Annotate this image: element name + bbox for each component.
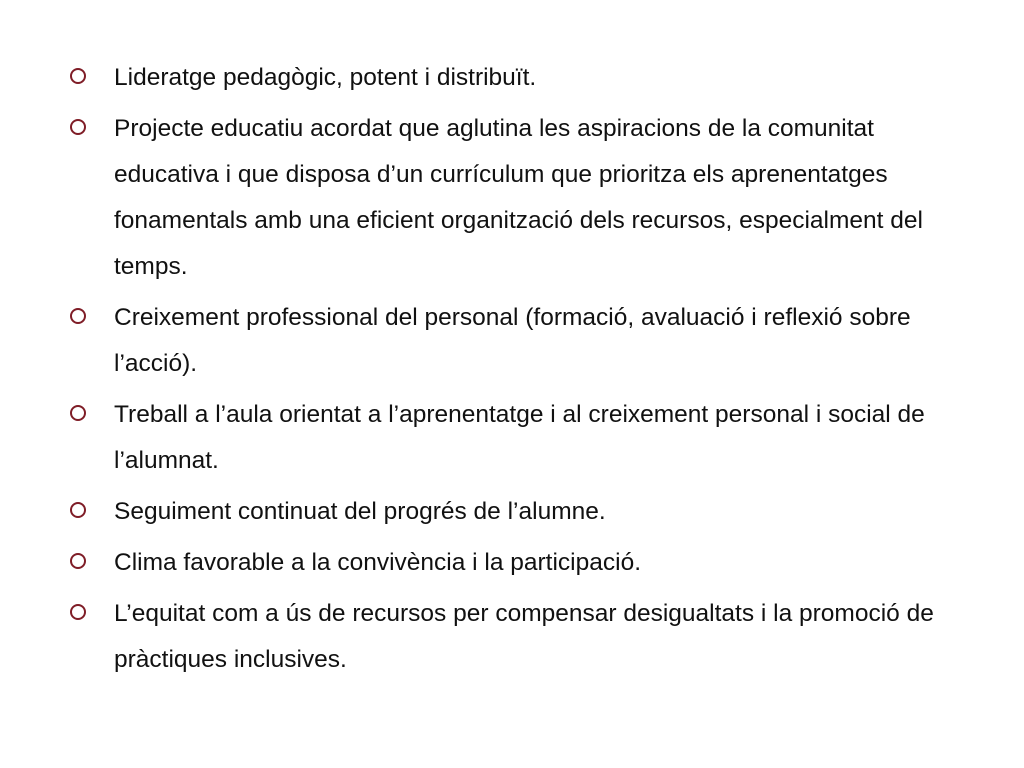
circle-bullet-icon	[70, 553, 86, 569]
circle-bullet-icon	[70, 68, 86, 84]
list-item-text: L’equitat com a ús de recursos per compensar desigualtats i la promoció de pràctiques inclusives.	[114, 600, 934, 673]
list-item	[66, 295, 976, 387]
list-item-text: Lideratge pedagògic, potent i distribuït.	[114, 64, 537, 91]
list-item-text: Projecte educatiu acordat que aglutina les aspiracions de la comunitat educativa i que disposa d’un currículum que prioritza els aprenentatges fonamentals amb una eficient organització dels recursos, especialment del temps.	[114, 115, 923, 280]
list-item-text: Creixement professional del personal (formació, avaluació i reflexió sobre l’acció).	[114, 304, 911, 377]
list-item	[66, 591, 976, 683]
list-item	[66, 392, 976, 484]
list-item-text: Clima favorable a la convivència i la participació.	[114, 549, 642, 576]
bullet-list	[66, 55, 976, 688]
circle-bullet-icon	[70, 308, 86, 324]
list-item	[66, 55, 976, 101]
list-item	[66, 489, 976, 535]
list-item-text: Seguiment continuat del progrés de l’alumne.	[114, 498, 606, 525]
circle-bullet-icon	[70, 119, 86, 135]
list-item	[66, 106, 976, 290]
circle-bullet-icon	[70, 405, 86, 421]
list-item-text: Treball a l’aula orientat a l’aprenentatge i al creixement personal i social de l’alumnat.	[114, 401, 925, 474]
circle-bullet-icon	[70, 502, 86, 518]
circle-bullet-icon	[70, 604, 86, 620]
list-item	[66, 540, 976, 586]
